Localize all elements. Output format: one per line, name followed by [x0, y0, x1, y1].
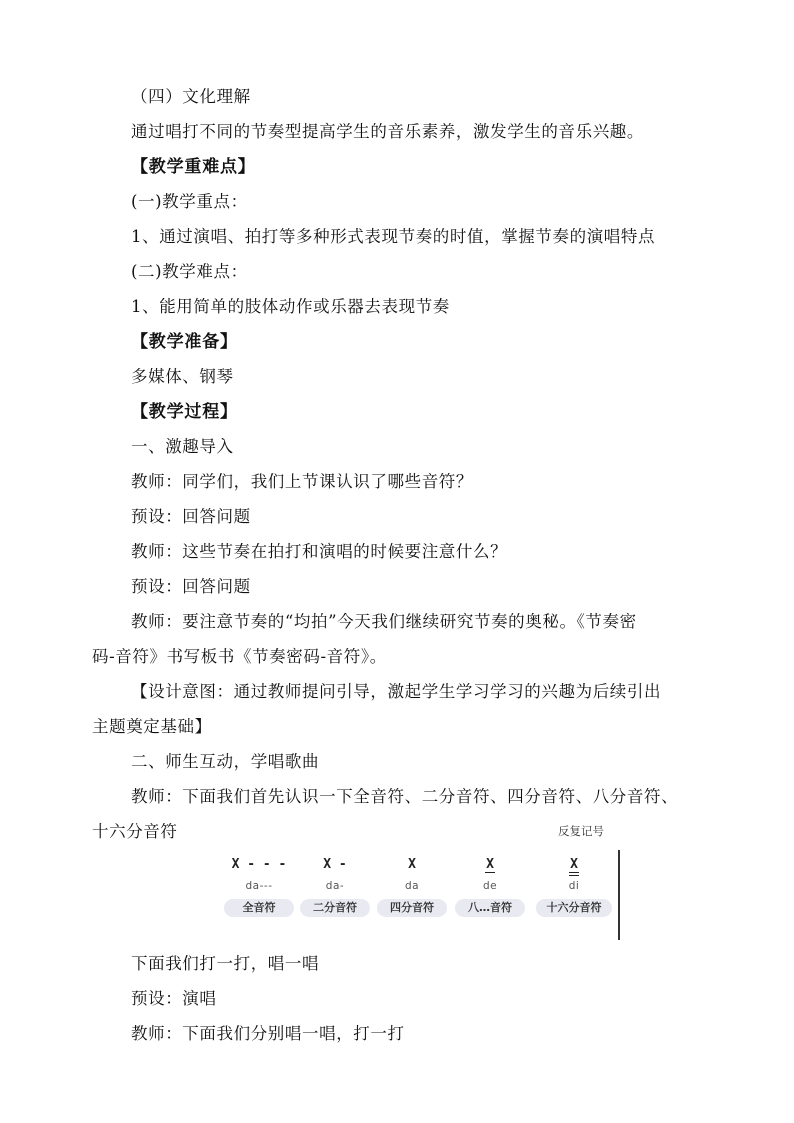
note-name-badge: 全音符 [224, 899, 294, 917]
text-line-teacher-1: 教师：同学们，我们上节课认识了哪些音符？ [131, 472, 473, 491]
text-line-teacher-4b: 十六分音符 [92, 822, 178, 841]
figure-title: 反复记号 [558, 824, 604, 838]
text-line-teacher-4a: 教师：下面我们首先认识一下全音符、二分音符、四分音符、八分音符、 [131, 787, 679, 806]
note-quarter [372, 856, 452, 917]
note-half [295, 856, 375, 917]
text-line-focus-item: 1、通过演唱、拍打等多种形式表现节奏的时值，掌握节奏的演唱特点 [131, 227, 656, 246]
note-value-figure [222, 820, 622, 942]
text-line-section-interact: 二、师生互动，学唱歌曲 [131, 752, 320, 771]
note-symbol: X - [323, 857, 347, 872]
text-line-preset-2: 预设：回答问题 [131, 577, 251, 596]
text-line-culture: （四）文化理解 [131, 87, 251, 106]
heading-process: 【教学过程】 [131, 402, 238, 422]
note-syllable: di [568, 880, 580, 892]
text-line-design-intent-b: 主题奠定基础】 [92, 717, 212, 736]
heading-key-points: 【教学重难点】 [131, 157, 256, 177]
note-symbol: X [486, 857, 494, 872]
text-line-preset-1: 预设：回答问题 [131, 507, 251, 526]
note-name-badge: 十六分音符 [536, 899, 612, 917]
text-line-difficulty-label: (二)教学难点： [131, 262, 248, 281]
text-line-focus-label: (一)教学重点： [131, 192, 248, 211]
note-sixteenth [534, 856, 614, 917]
heading-preparation: 【教学准备】 [131, 332, 238, 352]
text-line-materials: 多媒体、钢琴 [131, 367, 234, 386]
note-name-badge: 八…音符 [455, 899, 525, 917]
text-line-culture-body: 通过唱打不同的节奏型提高学生的音乐素养，激发学生的音乐兴趣。 [131, 122, 644, 141]
note-eighth [450, 856, 530, 917]
text-line-teacher-2: 教师：这些节奏在拍打和演唱的时候要注意什么？ [131, 542, 508, 561]
text-line-preset-3: 预设：演唱 [131, 989, 217, 1008]
text-line-difficulty-item: 1、能用简单的肢体动作或乐器去表现节奏 [131, 297, 450, 316]
note-syllable: de [482, 880, 498, 892]
text-line-clap-sing: 下面我们打一打，唱一唱 [131, 954, 320, 973]
text-line-design-intent-a: 【设计意图：通过教师提问引导，激起学生学习学习的兴趣为后续引出 [131, 682, 662, 701]
note-symbol: X [570, 857, 578, 872]
figure-barline [618, 850, 620, 940]
note-syllable: da [404, 880, 420, 892]
text-line-teacher-3a: 教师：要注意节奏的“均拍”今天我们继续研究节奏的奥秘。《节奏密 [131, 612, 637, 631]
text-line-teacher-3b: 码-音符》书写板书《节奏密码-音符》。 [92, 647, 387, 666]
note-symbol: X - - - [231, 857, 287, 872]
note-syllable: da--- [245, 880, 273, 892]
note-name-badge: 二分音符 [300, 899, 370, 917]
note-symbol: X [408, 857, 416, 872]
note-whole [219, 856, 299, 917]
note-syllable: da- [325, 880, 345, 892]
note-name-badge: 四分音符 [377, 899, 447, 917]
text-line-section-intro: 一、激趣导入 [131, 437, 234, 456]
text-line-teacher-5: 教师：下面我们分别唱一唱，打一打 [131, 1024, 405, 1043]
